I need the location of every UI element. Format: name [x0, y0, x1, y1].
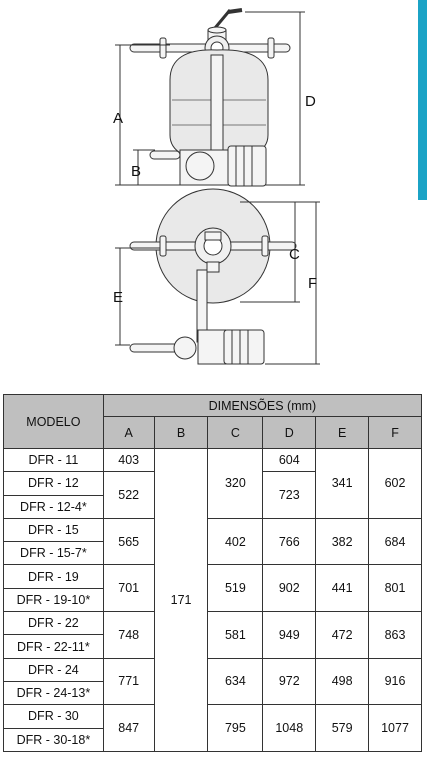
cell-d: 949 [263, 612, 316, 659]
cell-d: 604 [263, 449, 316, 472]
cell-c: 320 [208, 449, 263, 519]
cell-e: 382 [316, 518, 369, 565]
model-cell: DFR - 15 [4, 518, 104, 541]
cell-d: 902 [263, 565, 316, 612]
cell-e: 341 [316, 449, 369, 519]
model-cell: DFR - 15-7* [4, 542, 104, 565]
col-header-f: F [369, 417, 422, 449]
cell-e: 472 [316, 612, 369, 659]
cell-c: 519 [208, 565, 263, 612]
model-cell: DFR - 30 [4, 705, 104, 728]
model-cell: DFR - 24 [4, 658, 104, 681]
col-header-a: A [103, 417, 154, 449]
cell-e: 441 [316, 565, 369, 612]
col-header-c: C [208, 417, 263, 449]
cell-c: 795 [208, 705, 263, 752]
cell-a: 403 [103, 449, 154, 472]
dim-label-f: F [308, 275, 318, 292]
cell-f: 801 [369, 565, 422, 612]
table-row [4, 518, 422, 541]
cell-a: 748 [103, 612, 154, 659]
dim-label-b: B [131, 163, 142, 180]
model-cell: DFR - 12 [4, 472, 104, 495]
model-cell: DFR - 24-13* [4, 681, 104, 704]
table-row [4, 449, 422, 472]
cell-f: 602 [369, 449, 422, 519]
model-cell: DFR - 11 [4, 449, 104, 472]
cell-c: 634 [208, 658, 263, 705]
cell-f: 916 [369, 658, 422, 705]
col-header-d: D [263, 417, 316, 449]
cell-d: 972 [263, 658, 316, 705]
cell-c: 581 [208, 612, 263, 659]
dim-label-e: E [113, 289, 124, 306]
col-header-b: B [154, 417, 208, 449]
cell-c: 402 [208, 518, 263, 565]
cell-a: 847 [103, 705, 154, 752]
col-header-e: E [316, 417, 369, 449]
model-cell: DFR - 12-4* [4, 495, 104, 518]
table-row [4, 565, 422, 588]
cell-d: 1048 [263, 705, 316, 752]
cell-d: 723 [263, 472, 316, 519]
model-cell: DFR - 19-10* [4, 588, 104, 611]
dim-label-c: C [289, 246, 300, 263]
cell-a: 522 [103, 472, 154, 519]
filter-technical-drawing [0, 0, 427, 380]
dim-label-a: A [113, 110, 124, 127]
cell-f: 863 [369, 612, 422, 659]
cell-f: 1077 [369, 705, 422, 752]
cell-a: 771 [103, 658, 154, 705]
cell-a: 565 [103, 518, 154, 565]
cell-e: 498 [316, 658, 369, 705]
cell-e: 579 [316, 705, 369, 752]
cell-d: 766 [263, 518, 316, 565]
dimensions-table [3, 394, 422, 752]
table-row [4, 658, 422, 681]
model-cell: DFR - 30-18* [4, 728, 104, 751]
model-cell: DFR - 19 [4, 565, 104, 588]
table-row [4, 612, 422, 635]
cell-f: 684 [369, 518, 422, 565]
header-model: MODELO [4, 395, 104, 449]
dim-label-d: D [305, 93, 316, 110]
cell-b: 171 [154, 449, 208, 752]
cell-a: 701 [103, 565, 154, 612]
table-row [4, 705, 422, 728]
model-cell: DFR - 22 [4, 612, 104, 635]
header-dimensions: DIMENSÕES (mm) [103, 395, 421, 417]
model-cell: DFR - 22-11* [4, 635, 104, 658]
